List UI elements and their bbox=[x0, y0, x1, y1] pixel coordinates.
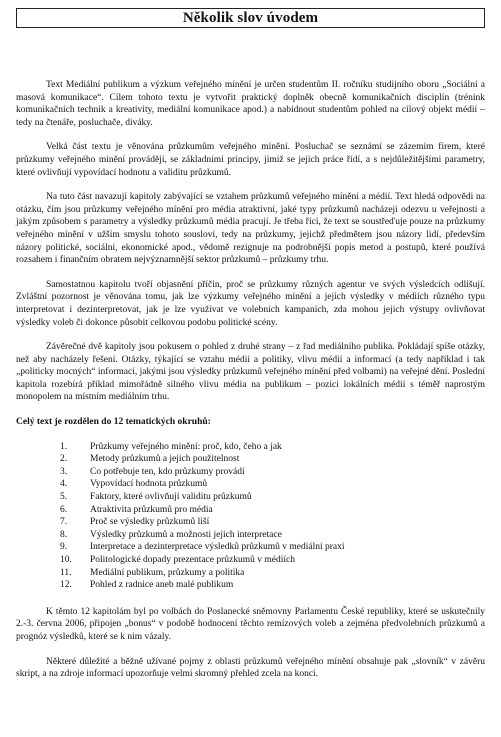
list-item-number: 5. bbox=[60, 492, 68, 503]
list-heading: Celý text je rozdělen do 12 tematických okruhů: bbox=[16, 417, 211, 428]
list-item bbox=[16, 466, 485, 479]
list-item-text: Průzkumy veřejného mínění: proč, kdo, čeho a jak bbox=[90, 441, 282, 452]
list-item-text: Mediální publikum, průzkumy a politika bbox=[90, 567, 245, 578]
paragraph-polls: Velká část textu je věnována průzkumům veřejného mínění. Posluchač se seznámí se zázemím firem, které průzkumy veřejného mínění provádějí, se základními principy, jimiž se jejich práce řídí, a s nejdůležitějšími parametry, které ovlivňují vypovídací hodnotu a validitu průzkumů. bbox=[16, 142, 485, 178]
list-item-number: 11. bbox=[60, 567, 72, 578]
page-title: Několik slov úvodem bbox=[182, 9, 319, 26]
list-item-number: 7. bbox=[60, 517, 68, 528]
paragraph-closing-chapters: Závěrečné dvě kapitoly jsou pokusem o pohled z druhé strany – z řad mediálního publika. Pokládají spíše otázky, než aby nacházely řešení. Otázky, týkající se vztahu médií a politiky, vlivu médií a informací (a tedy například i tak „politicky mocných“ informací, jakými jsou výsledky průzkumů veřejného mínění před volbami) na veřejné dění. Poslední kapitola rozebírá příklad mimořádně silného vlivu média na publikum – pozici lokálních médií s téměř naprostým monopolem na místním mediálním trhu. bbox=[16, 342, 485, 403]
list-item-text: Proč se výsledky průzkumů liší bbox=[90, 517, 210, 528]
list-item-text: Výsledky průzkumů a možnosti jejich interpretace bbox=[90, 529, 282, 540]
list-item bbox=[16, 504, 485, 517]
list-item bbox=[16, 491, 485, 504]
list-item-text: Atraktivita průzkumů pro média bbox=[90, 504, 213, 515]
list-item-number: 2. bbox=[60, 454, 68, 465]
paragraph-intro: Text Mediální publikum a výzkum veřejného mínění je určen studentům II. ročníku studijního oboru „Sociální a masová komunikace“. Cílem tohoto textu je vytvořit praktický doplněk obecně komunikačních disciplín (trénink komunikačních technik a kreativity, mediální komunikace apod.) a nabídnout studentům pohled na cílový objekt médií – tedy na čtenáře, posluchače, diváky. bbox=[16, 80, 485, 128]
list-item-text: Faktory, které ovlivňují validitu průzkumů bbox=[90, 492, 252, 503]
list-item-number: 4. bbox=[60, 479, 68, 490]
list-item-number: 6. bbox=[60, 504, 68, 515]
list-item-text: Pohled z radnice aneb malé publikum bbox=[90, 580, 234, 591]
list-item-text: Vypovídací hodnota průzkumů bbox=[90, 479, 208, 490]
paragraph-agencies: Samostatnou kapitolu tvoří objasnění příčin, proč se průzkumy různých agentur ve svých výsledcích odlišují. Zvláštní pozornost je věnována tomu, jak lze výzkumy veřejného mínění a jejich výsledky v médiích různého typu interpretovat i dezinterpretovat, jak je lze využívat ve volebních kampaních, zda mohou jejich výstupy ovlivňovat výsledky voleb či dokonce působit celkovou podobu politické scény. bbox=[16, 279, 485, 328]
list-item bbox=[16, 453, 485, 466]
list-item-number: 1. bbox=[60, 441, 68, 452]
list-item-number: 8. bbox=[60, 529, 68, 540]
title-box bbox=[16, 8, 485, 28]
list-item-text: Metody průzkumů a jejich použitelnost bbox=[90, 454, 240, 465]
list-item-number: 12. bbox=[60, 580, 72, 591]
list-item-number: 3. bbox=[60, 466, 68, 477]
list-item bbox=[16, 579, 485, 592]
list-item-text: Interpretace a dezinterpretace výsledků průzkumů v mediální praxi bbox=[90, 542, 345, 553]
paragraph-election-bonus: K těmto 12 kapitolám byl po volbách do Poslanecké sněmovny Parlamentu České republiky, které se uskutečnily 2.-3. června 2006, připojen „bonus“ v podobě hodnocení těchto remízových voleb a zejména předvolebních průzkumů a prognóz výsledků, které se k nim vázaly. bbox=[16, 606, 485, 642]
list-item-text: Politologické dopady prezentace průzkumů v médiích bbox=[90, 555, 295, 565]
list-item bbox=[16, 478, 485, 491]
list-item-text: Co potřebuje ten, kdo průzkumy provádí bbox=[90, 466, 245, 477]
list-item bbox=[16, 441, 485, 454]
paragraph-glossary-note: Některé důležité a běžně užívané pojmy z oblasti průzkumů veřejného mínění obsahuje pak „slovník“ v závěru skript, a na zdroje informací upozorňuje velmi skromný přehled zcela na konci. bbox=[16, 656, 485, 680]
list-item-number: 9. bbox=[60, 542, 68, 553]
list-item bbox=[16, 554, 485, 567]
topics-list bbox=[16, 441, 485, 592]
list-item bbox=[16, 516, 485, 529]
list-item bbox=[16, 541, 485, 554]
list-item-number: 10. bbox=[60, 555, 72, 565]
list-item bbox=[16, 567, 485, 580]
list-item bbox=[16, 529, 485, 542]
paragraph-media: Na tuto část navazují kapitoly zabývající se vztahem průzkumů veřejného mínění a médií. Text hledá odpovědi na otázku, čím jsou průzkumy veřejného mínění pro média atraktivní, jaké typy průzkumů nacházejí odezvu u veřejnosti a jakým způsobem s parametry a výsledky průzkumů média pracují. Je třeba říci, že text se soustřeďuje pouze na průzkumy veřejného mínění v užším smyslu tohoto sousloví, tedy na průzkumy, jejichž předmětem jsou názory lidí, především názory politické, sociální, ekonomické apod., vědomě rezignuje na podrobnější popis metod a postupů, které používá rozsahem i finančním obratem nejvýznamnější sektor průzkumů – průzkumy trhu. bbox=[16, 192, 485, 266]
